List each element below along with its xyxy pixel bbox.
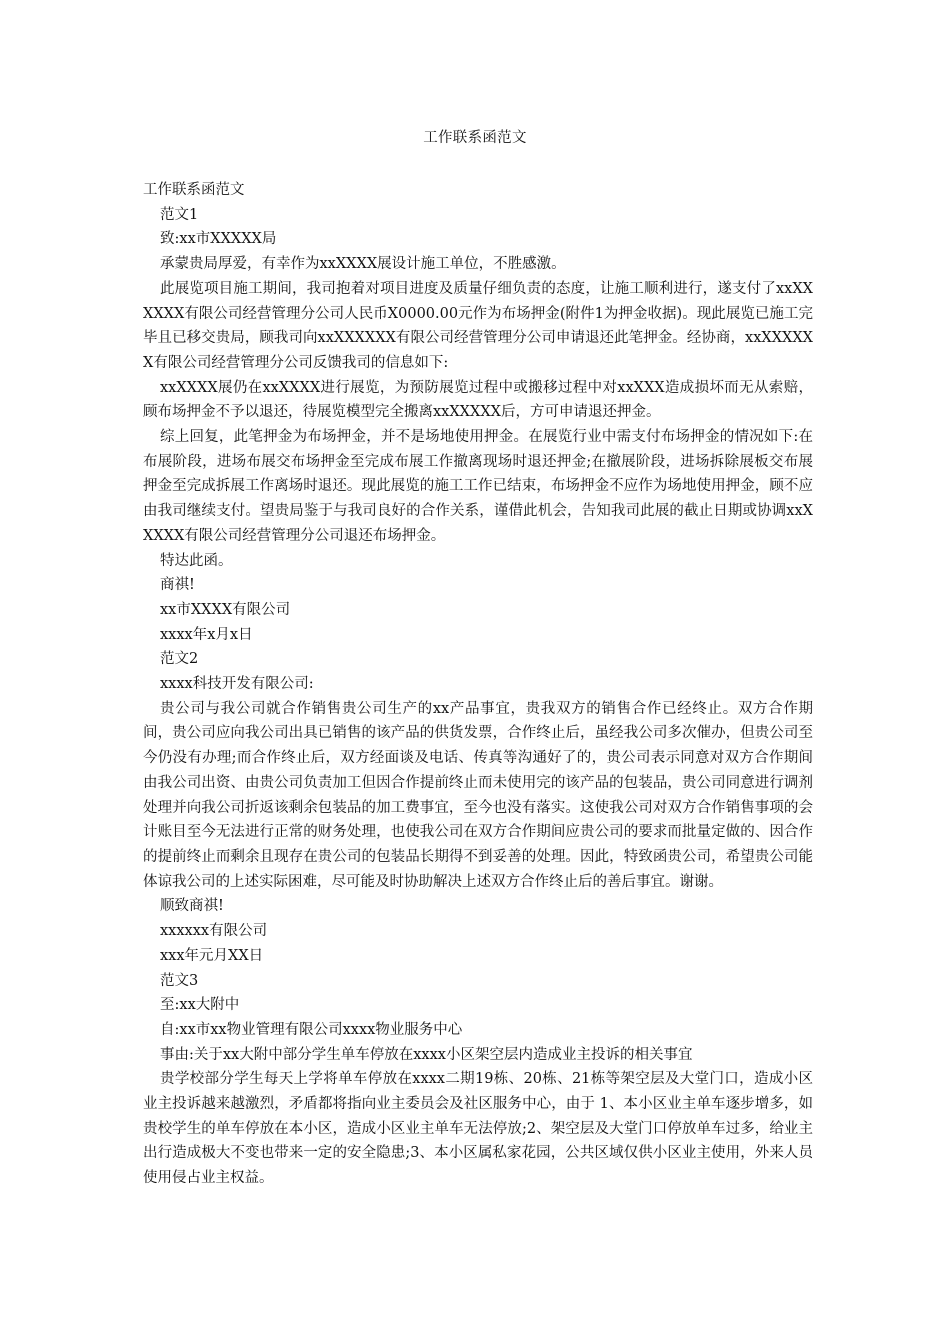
paragraph: xxxxxx有限公司 [160,923,268,940]
paragraph: 承蒙贵局厚爱，有幸作为xxXXXX展设计施工单位，不胜感激。 [160,256,566,273]
paragraph: xxXXXX展仍在xxXXXX进行展览，为预防展览过程中或搬移过程中对xxXXX造成损坏而无从索赔，顾布场押金不予以退还，待展览模型完全搬离xxXXXXX后，方可申请退还押金。 [143,379,813,421]
paragraph: 综上回复，此笔押金为布场押金，并不是场地使用押金。在展览行业中需支付布场押金的情况如下:在布展阶段，进场布展交布场押金至完成布展工作撤离现场时退还押金;在撤展阶段，进场拆除展板交布展押金至完成拆展工作离场时退还。现此展览的施工工作已结束，布场押金不应作为场地使用押金，顾不应由我司继续支付。望贵局鉴于与我司良好的合作关系，谨借此机会，告知我司此展的截止日期或协调xxXXXXX有限公司经营管理分公司退还布场押金。 [143,429,813,544]
document-title: 工作联系函范文 [423,130,527,146]
paragraph: xxx年元月XX日 [160,947,264,964]
paragraph: 贵学校部分学生每天上学将单车停放在xxxx二期19栋、20栋、21栋等架空层及大堂门口，造成小区业主投诉越来越激烈，矛盾都将指向业主委员会及社区服务中心，由于 1、本小区业主单车逐步增多，如贵校学生的单车停放在本小区，造成小区业主单车无法停放;2、架空层及大堂门口停放单车过多，给业主出行造成极大不变也带来一定的安全隐患;3、本小区属私家花园，公共区域仅供小区业主使用，外来人员使用侵占业主权益。 [143,1071,813,1187]
document-body [143,178,813,1191]
paragraph: 自:xx市xx物业管理有限公司xxxx物业服务中心 [160,1021,463,1038]
paragraph: xxxx年x月x日 [160,626,253,643]
paragraph: 贵公司与我公司就合作销售贵公司生产的xx产品事宜，贵我双方的销售合作已经终止。双方合作期间，贵公司应向我公司出具已销售的该产品的供货发票，合作终止后，虽经我公司多次催办，但贵公司至今仍没有办理;而合作终止后，双方经面谈及电话、传真等沟通好了的，贵公司表示同意对双方合作期间由我公司出资、由贵公司负责加工但因合作提前终止而未使用完的该产品的包装品，贵公司同意进行调剂处理并向我公司折返该剩余包装品的加工费事宜，至今也没有落实。这使我公司对双方合作销售事项的会计账目至今无法进行正常的财务处理，也使我公司在双方合作期间应贵公司的要求而批量定做的、因合作的提前终止而剩余且现存在贵公司的包装品长期得不到妥善的处理。因此，特致函贵公司，希望贵公司能体谅我公司的上述实际困难，尽可能及时协助解决上述双方合作终止后的善后事宜。谢谢。 [143,700,813,890]
paragraph: 特达此函。 [160,552,233,569]
paragraph: 此展览项目施工期间，我司抱着对项目进度及质量仔细负责的态度，让施工顺利进行，遂支付了xxXXXXXX有限公司经营管理分公司人民币X0000.00元作为布场押金(附件1为押金收据)。现此展览已施工完毕且已移交贵局，顾我司向xxXXXXXX有限公司经营管理分公司申请退还此笔押金。经协商，xxXXXXXX有限公司经营管理分公司反馈我司的信息如下: [143,280,813,371]
paragraph: 顺致商祺! [160,898,224,915]
paragraph: 范文2 [160,651,199,668]
paragraph: xxxx科技开发有限公司: [160,676,314,693]
paragraph: 商祺! [160,577,195,594]
paragraph: 范文1 [160,206,199,223]
paragraph: 致:xx市XXXXX局 [160,231,277,248]
paragraph: xx市XXXX有限公司 [160,601,291,618]
paragraph: 范文3 [160,972,199,989]
paragraph: 工作联系函范文 [143,182,245,198]
paragraph: 事由:关于xx大附中部分学生单车停放在xxxx小区架空层内造成业主投诉的相关事宜 [160,1046,693,1063]
paragraph: 至:xx大附中 [160,997,240,1014]
